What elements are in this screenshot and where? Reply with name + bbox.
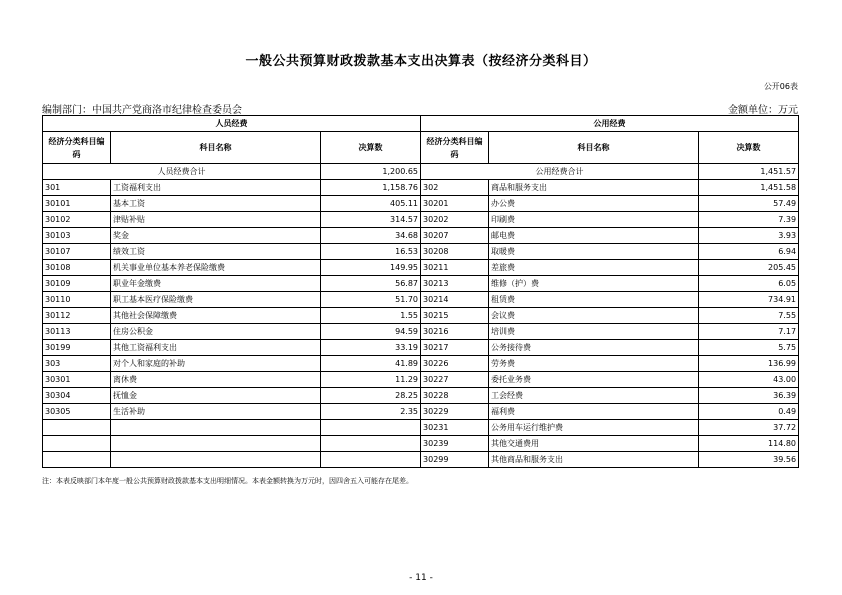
column-header-name: 科目名称 — [489, 132, 699, 164]
left-amount-cell: 51.70 — [321, 292, 421, 308]
right-amount-cell: 3.93 — [699, 228, 799, 244]
right-amount-cell: 1,451.58 — [699, 180, 799, 196]
footnote: 注：本表反映部门本年度一般公共预算财政拨款基本支出明细情况。本表金额转换为万元时，因四舍五入可能存在尾差。 — [42, 477, 413, 485]
right-code-cell: 30211 — [421, 260, 489, 276]
right-name-cell: 劳务费 — [489, 356, 699, 372]
right-name-cell: 工会经费 — [489, 388, 699, 404]
right-name-cell: 委托业务费 — [489, 372, 699, 388]
left-name-cell: 抚恤金 — [111, 388, 321, 404]
left-code-cell: 30305 — [43, 404, 111, 420]
left-amount-cell: 149.95 — [321, 260, 421, 276]
right-code-cell: 30216 — [421, 324, 489, 340]
left-name-cell: 工资福利支出 — [111, 180, 321, 196]
right-amount-cell: 6.94 — [699, 244, 799, 260]
column-header-code: 经济分类科目编码 — [421, 132, 489, 164]
left-code-cell: 30112 — [43, 308, 111, 324]
right-name-cell: 商品和服务支出 — [489, 180, 699, 196]
right-code-cell: 30201 — [421, 196, 489, 212]
right-code-cell: 30226 — [421, 356, 489, 372]
right-amount-cell: 57.49 — [699, 196, 799, 212]
table-row — [43, 276, 799, 292]
left-amount-cell: 2.35 — [321, 404, 421, 420]
left-name-cell: 生活补助 — [111, 404, 321, 420]
left-amount-cell: 56.87 — [321, 276, 421, 292]
table-row — [43, 420, 799, 436]
right-amount-cell: 734.91 — [699, 292, 799, 308]
right-code-cell: 30202 — [421, 212, 489, 228]
right-amount-cell: 114.80 — [699, 436, 799, 452]
table-row — [43, 212, 799, 228]
left-name-cell: 对个人和家庭的补助 — [111, 356, 321, 372]
right-amount-cell: 39.56 — [699, 452, 799, 468]
left-code-cell: 30102 — [43, 212, 111, 228]
left-code-cell: 30304 — [43, 388, 111, 404]
right-name-cell: 公务用车运行维护费 — [489, 420, 699, 436]
table-row — [43, 388, 799, 404]
left-amount-cell: 33.19 — [321, 340, 421, 356]
right-code-cell: 30215 — [421, 308, 489, 324]
left-code-cell: 30113 — [43, 324, 111, 340]
right-amount-cell: 6.05 — [699, 276, 799, 292]
left-code-cell — [43, 452, 111, 468]
section-header-personnel: 人员经费 — [43, 116, 421, 132]
right-code-cell: 30231 — [421, 420, 489, 436]
table-row — [43, 196, 799, 212]
left-amount-cell: 28.25 — [321, 388, 421, 404]
right-name-cell: 取暖费 — [489, 244, 699, 260]
left-name-cell: 奖金 — [111, 228, 321, 244]
left-amount-cell: 405.11 — [321, 196, 421, 212]
right-name-cell: 其他商品和服务支出 — [489, 452, 699, 468]
left-name-cell: 绩效工资 — [111, 244, 321, 260]
right-amount-cell: 5.75 — [699, 340, 799, 356]
right-name-cell: 培训费 — [489, 324, 699, 340]
table-row — [43, 436, 799, 452]
left-name-cell: 基本工资 — [111, 196, 321, 212]
compiling-department: 编制部门：中国共产党商洛市纪律检查委员会 — [42, 105, 242, 116]
column-header-amount: 决算数 — [699, 132, 799, 164]
column-header-amount: 决算数 — [321, 132, 421, 164]
table-title: 一般公共预算财政拨款基本支出决算表（按经济分类科目） — [245, 54, 597, 69]
left-amount-cell — [321, 436, 421, 452]
right-code-cell: 30207 — [421, 228, 489, 244]
left-name-cell: 机关事业单位基本养老保险缴费 — [111, 260, 321, 276]
personnel-total-label: 人员经费合计 — [43, 164, 321, 180]
right-amount-cell: 7.39 — [699, 212, 799, 228]
left-name-cell: 职业年金缴费 — [111, 276, 321, 292]
right-amount-cell: 205.45 — [699, 260, 799, 276]
section-header-public: 公用经费 — [421, 116, 799, 132]
left-name-cell — [111, 452, 321, 468]
table-row — [43, 308, 799, 324]
right-name-cell: 办公费 — [489, 196, 699, 212]
right-code-cell: 30208 — [421, 244, 489, 260]
left-amount-cell: 34.68 — [321, 228, 421, 244]
table-row — [43, 180, 799, 196]
right-name-cell: 维修（护）费 — [489, 276, 699, 292]
left-name-cell: 其他工资福利支出 — [111, 340, 321, 356]
left-code-cell: 30108 — [43, 260, 111, 276]
public-total-label: 公用经费合计 — [421, 164, 699, 180]
right-code-cell: 30217 — [421, 340, 489, 356]
right-name-cell: 公务接待费 — [489, 340, 699, 356]
personnel-total-value: 1,200.65 — [321, 164, 421, 180]
table-row — [43, 356, 799, 372]
table-row — [43, 452, 799, 468]
right-name-cell: 印刷费 — [489, 212, 699, 228]
left-amount-cell: 11.29 — [321, 372, 421, 388]
left-code-cell: 30107 — [43, 244, 111, 260]
table-row — [43, 324, 799, 340]
left-code-cell: 30103 — [43, 228, 111, 244]
right-name-cell: 福利费 — [489, 404, 699, 420]
left-amount-cell: 314.57 — [321, 212, 421, 228]
right-amount-cell: 36.39 — [699, 388, 799, 404]
left-amount-cell: 1,158.76 — [321, 180, 421, 196]
left-amount-cell — [321, 452, 421, 468]
right-amount-cell: 7.17 — [699, 324, 799, 340]
right-amount-cell: 7.55 — [699, 308, 799, 324]
left-code-cell: 30109 — [43, 276, 111, 292]
expenditure-table — [42, 115, 799, 468]
left-code-cell: 303 — [43, 356, 111, 372]
left-code-cell: 301 — [43, 180, 111, 196]
left-name-cell: 职工基本医疗保险缴费 — [111, 292, 321, 308]
table-row — [43, 228, 799, 244]
left-code-cell: 30110 — [43, 292, 111, 308]
right-name-cell: 租赁费 — [489, 292, 699, 308]
left-name-cell: 津贴补贴 — [111, 212, 321, 228]
left-name-cell: 离休费 — [111, 372, 321, 388]
column-header-code: 经济分类科目编码 — [43, 132, 111, 164]
left-code-cell: 30101 — [43, 196, 111, 212]
total-row — [43, 164, 799, 180]
right-code-cell: 30227 — [421, 372, 489, 388]
right-name-cell: 会议费 — [489, 308, 699, 324]
right-code-cell: 302 — [421, 180, 489, 196]
left-name-cell: 其他社会保障缴费 — [111, 308, 321, 324]
right-code-cell: 30228 — [421, 388, 489, 404]
left-name-cell — [111, 420, 321, 436]
right-amount-cell: 0.49 — [699, 404, 799, 420]
right-code-cell: 30213 — [421, 276, 489, 292]
form-number: 公开06表 — [763, 82, 798, 91]
right-code-cell: 30299 — [421, 452, 489, 468]
column-header-name: 科目名称 — [111, 132, 321, 164]
table-row — [43, 260, 799, 276]
left-code-cell: 30301 — [43, 372, 111, 388]
right-amount-cell: 37.72 — [699, 420, 799, 436]
left-name-cell — [111, 436, 321, 452]
right-name-cell: 其他交通费用 — [489, 436, 699, 452]
amount-unit: 金额单位：万元 — [728, 105, 798, 116]
right-name-cell: 差旅费 — [489, 260, 699, 276]
table-row — [43, 340, 799, 356]
left-amount-cell: 16.53 — [321, 244, 421, 260]
left-code-cell — [43, 420, 111, 436]
table-row — [43, 292, 799, 308]
left-amount-cell: 94.59 — [321, 324, 421, 340]
right-amount-cell: 43.00 — [699, 372, 799, 388]
left-code-cell: 30199 — [43, 340, 111, 356]
table-row — [43, 372, 799, 388]
left-code-cell — [43, 436, 111, 452]
right-code-cell: 30239 — [421, 436, 489, 452]
table-row — [43, 404, 799, 420]
left-amount-cell — [321, 420, 421, 436]
page-number: - 11 - — [409, 573, 433, 583]
public-total-value: 1,451.57 — [699, 164, 799, 180]
table-row — [43, 244, 799, 260]
left-amount-cell: 1.55 — [321, 308, 421, 324]
left-name-cell: 住房公积金 — [111, 324, 321, 340]
right-code-cell: 30214 — [421, 292, 489, 308]
right-amount-cell: 136.99 — [699, 356, 799, 372]
right-name-cell: 邮电费 — [489, 228, 699, 244]
right-code-cell: 30229 — [421, 404, 489, 420]
left-amount-cell: 41.89 — [321, 356, 421, 372]
